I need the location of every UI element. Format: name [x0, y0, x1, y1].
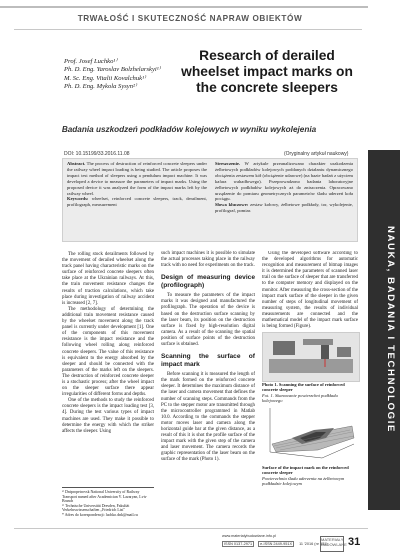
footnote: * Adres do korespondencji: luchko.dnk@mail.ru	[62, 512, 138, 517]
paper-type: (Oryginalny artykuł naukowy)	[284, 151, 349, 157]
streszczenie-label: Streszczenie.	[215, 161, 241, 166]
abstract-english	[67, 161, 207, 208]
paragraph: Before scanning it is measured the length of the mark formed on the reinforced concrete sleeper. It determines the maximum distance of the laser and camera movement that defines the number of scanning steps. Commands from the PC to the stepper motor are transmitted through the microcontroller programmed in Matlab 10.0. According to the commands the stepper motor moves laser and camera along the horizontal guide bar at the given distance, as a result of this it is shot the profile surface of the impact mark with the given step of the camera and laser movement. The camera records the graphic representation of the laser beam on the surface of the mark (Photo 1).	[161, 372, 255, 463]
paragraph: To measure the parameters of the impact marks it was designed and manufactured the profilograph. The operation of the device is based on the destruction surface scanning by the laser beam, its position on the destruction surface is fixed by high-resolution digital camera. As a result of the scanning the spatial position of surface points of the destruction surface is obtained.	[161, 293, 255, 348]
photo-caption-en: Photo 1. Scanning the surface of reinforced concrete sleeper	[262, 382, 345, 393]
footer-website[interactable]: www.materialybudowlane.info.pl	[222, 534, 277, 538]
body-column-2	[161, 251, 255, 464]
author: Ph. D. Eng. Mykola Sysyn²⁾	[64, 83, 137, 91]
surface-plot-figure	[262, 404, 358, 462]
body-column-1	[62, 252, 154, 435]
side-band-label: NAUKA, BADANIA I TECHNOLOGIE	[385, 226, 396, 434]
footnote: ²⁾ Technische Universität Dresden, Fakultät Verkehrswissenschaften „Friedrich List"	[62, 503, 130, 513]
issn-online: e-ISSN 2449-951X	[260, 542, 293, 546]
slowa-kluczowe-label: Słowa kluczowe:	[215, 202, 249, 208]
footnote: ¹⁾ Dnipropetrovsk National University of Railway Transport named after Academician V. Lazaryan, Lviv Branch	[62, 490, 147, 504]
issue-number: 11 '2016 (nr 531)	[299, 542, 328, 546]
slowa-kluczowe-text: zestaw kołowy, żelbetowe podkłady, tor, wykolejenie, profilograf, pomiar.	[215, 202, 353, 214]
figure-caption-pl: Powierzchnia śladu uderzenia na żelbetowym podkładzie kolejowym	[262, 475, 345, 487]
section-header: TRWAŁOŚĆ I SKUTECZNOŚĆ NAPRAW OBIEKTÓW	[77, 14, 303, 23]
paragraph: One of the methods to study the reinforced concrete sleepers is the impact loading test [3, 4]. During the test various types of impact machines are used. They make it possible to determine the energy with which the striker affects the sleeper. Using	[62, 398, 154, 434]
top-rule	[0, 6, 368, 8]
article-title: Research of derailed wheelset impact marks on the concrete sleepers	[181, 48, 353, 95]
abstract-text: The process of destruction of reinforced concrete sleepers under the railway wheel impact loading is being studied. The article proposes the impact test method of sleepers using a pendulum impact machine. It was developed a device to measure the parameters of impact marks. Using the proposed device it was analyzed the form of the impact marks left by the railway wheel.	[67, 161, 207, 196]
page-number: 31	[348, 536, 361, 548]
section-heading-scanning: Scanning the surface of impact mark	[161, 353, 255, 369]
figure-caption-en: Surface of the impact mark on the reinforced concrete sleeper	[262, 465, 349, 476]
photo-scanning	[262, 332, 360, 382]
photo-caption	[262, 382, 358, 404]
paragraph: The methodology of determining the additional train movement resistance caused by the wheelset movement along the track panel is currently under development [1]. One of the components of this movement resistance is the impact resistance and the following wheel rolling along reinforced concrete sleepers. The value of this resistance is equivalent to the energy absorbed by the sleeper and should be connected with the parameters of the marks left on the sleepers. The destruction of reinforced concrete sleeper is a stochastic process; after the wheel impact on the sleeper surface there appear irregularities of different forms and depths.	[62, 306, 154, 398]
abstract-box	[62, 158, 358, 242]
figure-caption	[262, 465, 358, 487]
issn-print: ISSN 0137-2971	[224, 542, 253, 546]
doi[interactable]: DOI: 10.15199/33.2016.11.08	[64, 151, 130, 157]
author: Prof. Josef Luchko¹⁾	[64, 58, 117, 65]
paragraph: such impact machines it is possible to simulate the actual processes taking place in the railway track with no need for experiments on the track.	[161, 251, 255, 269]
footer-rule	[14, 528, 368, 529]
author: M. Sc. Eng. Vitalii Kovalchuk¹⁾	[64, 74, 146, 82]
footer-issn	[222, 542, 332, 546]
paragraph: Using the developed software according to the developed algorithms for automatic recognition and measurement of bitmap images it is determined the parameters of scanned laser trail on the surface of sleeper that are transferred to the computer memory and displayed on the monitor. After measuring the cross-section of the impact mark surface of the sleeper in the given number of steps of longitudinal movement of measuring system, the results of individual measurements are connected and the mathematical model of the impact mark surface is being formed (Figure).	[262, 251, 358, 329]
streszczenie-text: W artykule przeanalizowano charakter uszkodzenia żelbetowych podkładów kolejowych poddanych działaniu dynamicznego obciążenia zestawem kół (obciążenie udarowe) (na bazie badań z użyciem kafara wahadłowego). Przeprowadzono badania laboratoryjne żelbetowych podkładów kolejowych aż do zniszczenia. Opracowano urządzenie do pomiaru geometrycznych parametrów śladu uderzeń koła pociągu.	[215, 161, 353, 202]
abstract-label: Abstract.	[67, 161, 86, 166]
author-list	[64, 58, 164, 92]
section-heading-device: Design of measuring device (profilograph)	[161, 274, 255, 290]
journal-logo: MATERIAŁY BUDOWLANE	[320, 536, 344, 552]
footnotes	[62, 487, 154, 518]
photo-caption-pl: Fot. 1. Skanowanie powierzchni podkładu kolejowego	[262, 392, 338, 404]
keywords-text: wheelset, reinforced concrete sleepers, track, derailment, profilograph, measurement	[67, 196, 207, 208]
header-rule	[14, 29, 362, 30]
article-subtitle: Badania uszkodzeń podkładów kolejowych w wyniku wykolejenia	[61, 125, 317, 134]
abstract-polish	[215, 161, 353, 214]
body-column-3	[262, 251, 358, 329]
paragraph: The rolling stock derailments followed by the movement of derailed wheelset along the track panel having characteristic marks on the surface of reinforced concrete sleepers often take place at the Ukrainian railways. At this, the train movement resistance changes the results of traction calculations, which take place during investigation of railway accident is increased [2, 7].	[62, 252, 154, 306]
author: Ph. D. Eng. Yaroslav Bolzhelarskyi¹⁾	[64, 66, 161, 74]
keywords-label: Keywords:	[67, 196, 89, 202]
